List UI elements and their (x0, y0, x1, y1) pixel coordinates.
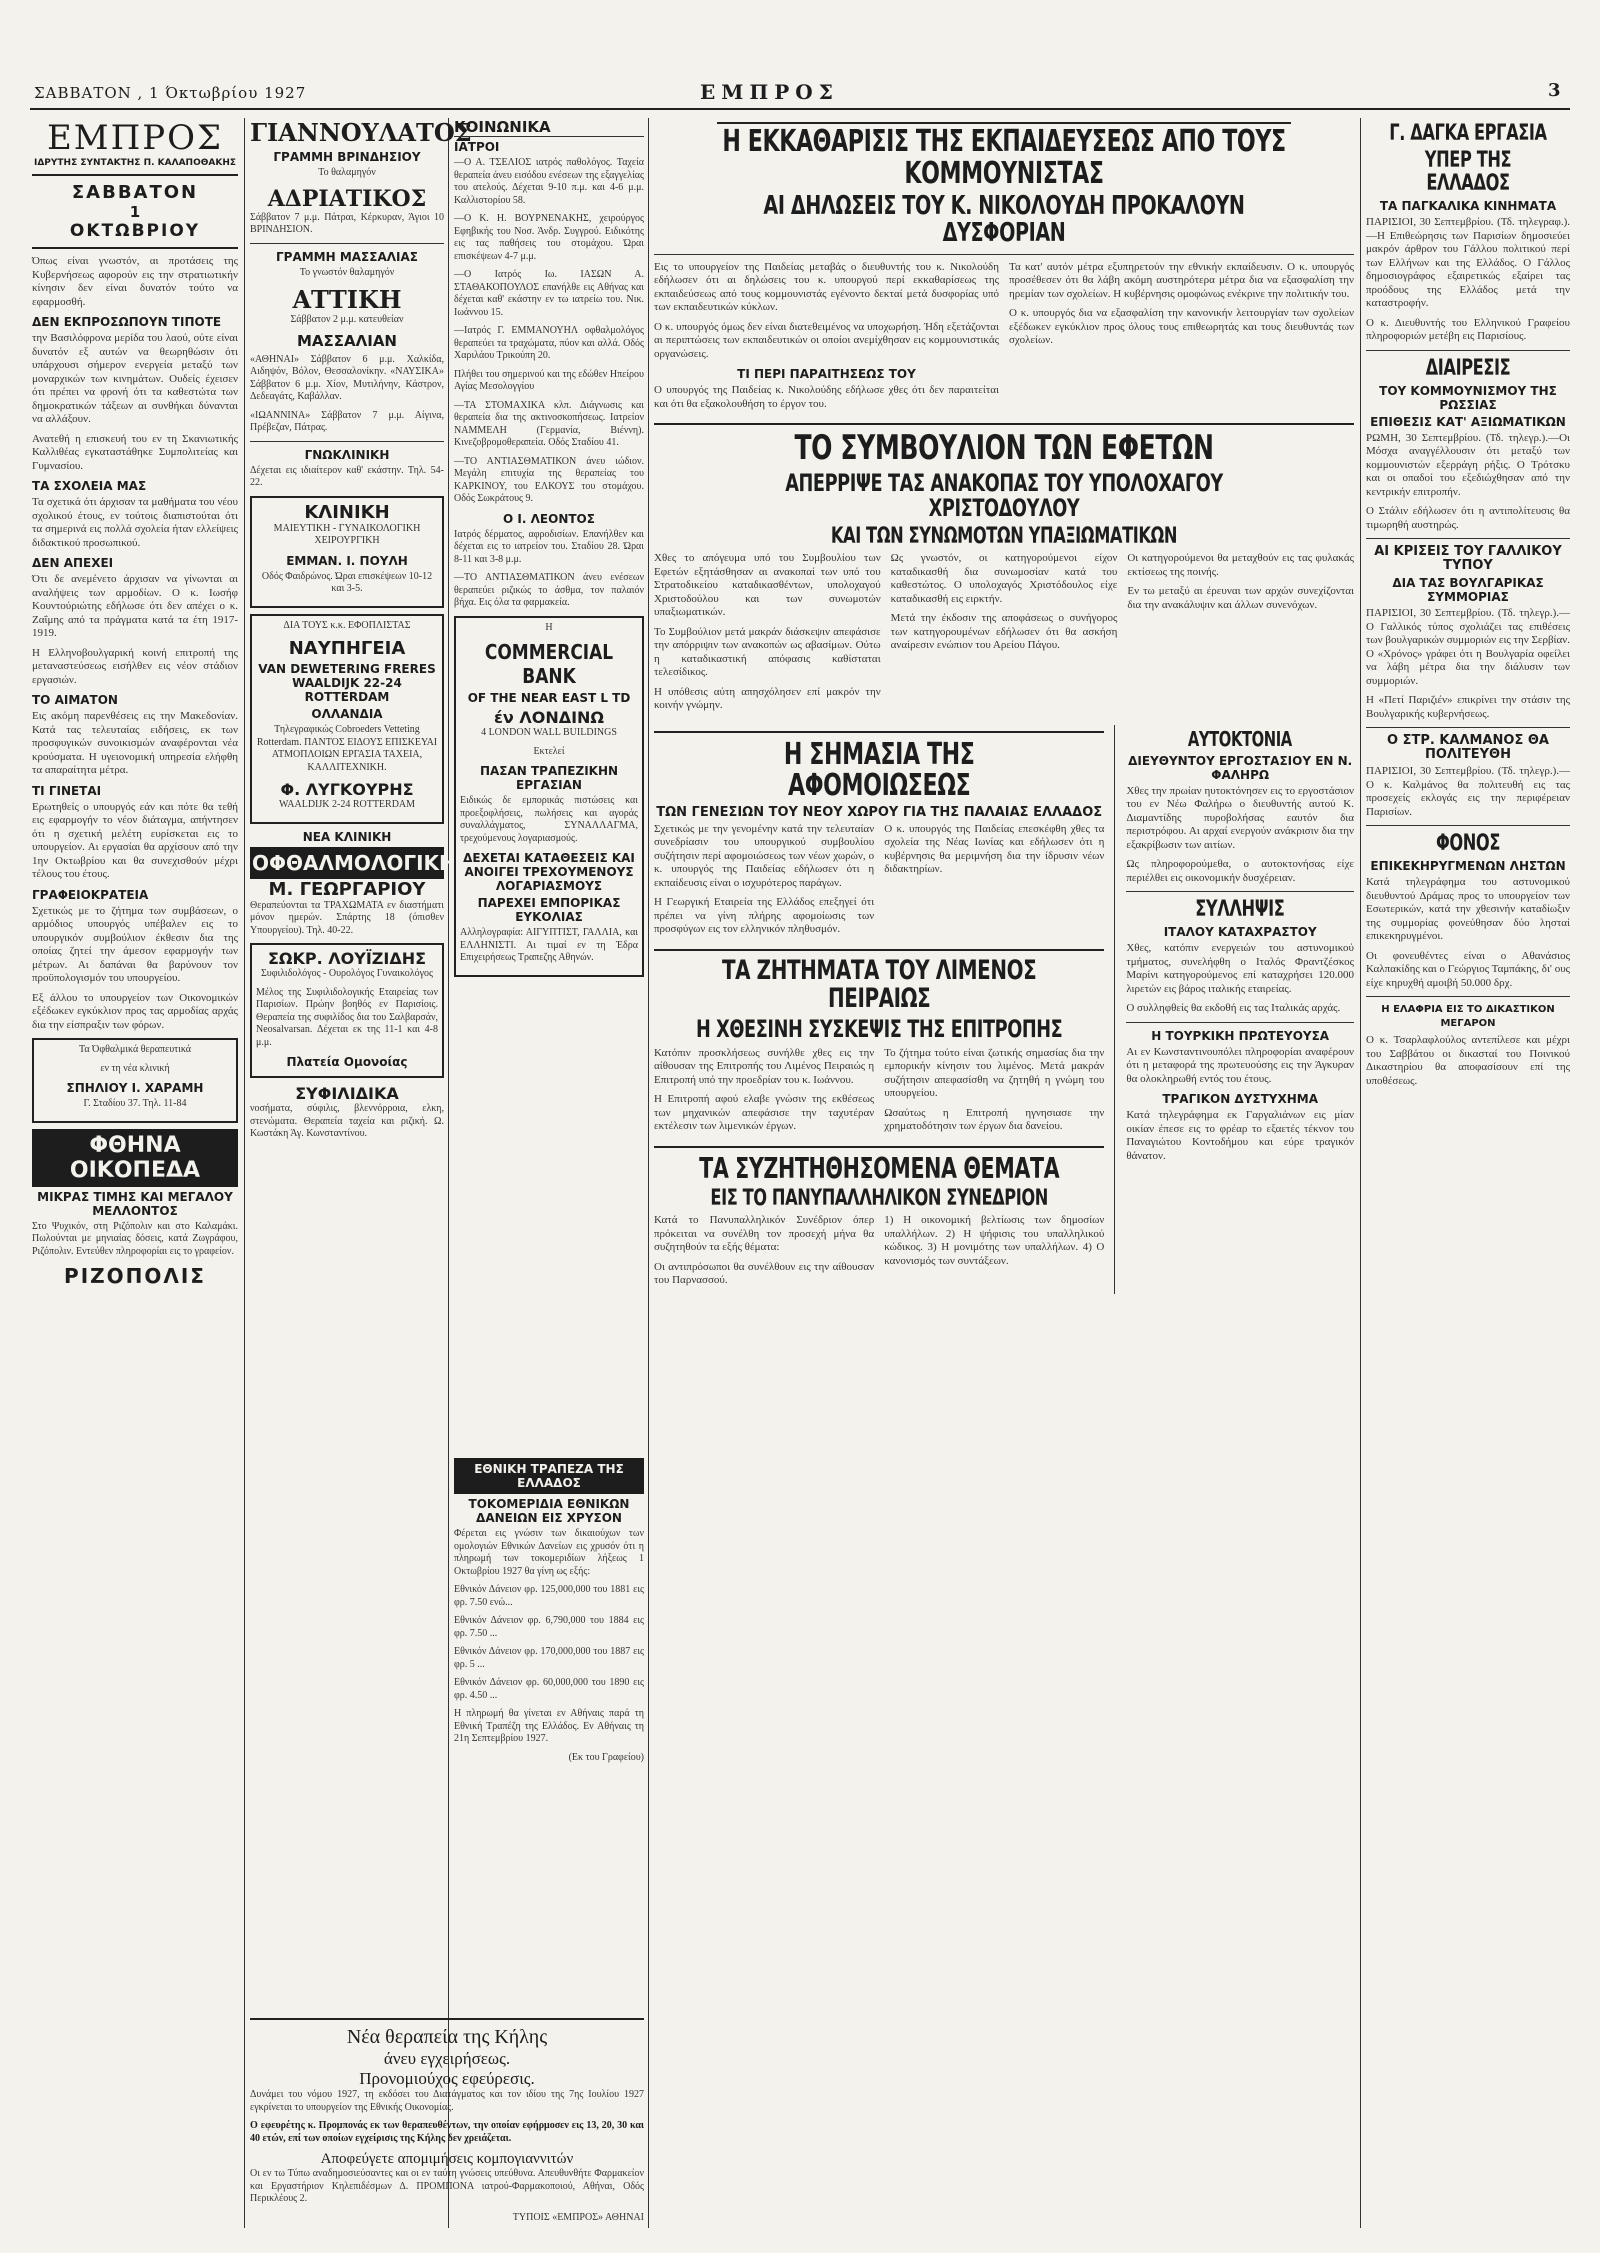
ad-title: ΣΩΚΡ. ΛΟΥΪΖΙΔΗΣ (267, 949, 427, 968)
article-paragraph: Οι φονευθέντες είναι ο Αθανάσιος Καλπακίδης και ο Γεώργιος Ταμπάκης, δι' ους είχε κηρυχθή αμοιβή 50.000 δρχ. (1366, 949, 1570, 989)
article-paragraph: Ο κ. Τσαρλαφλούλος αντεπίλεσε και μέχρι του Σαββάτου οι δικασταί του Ποινικού Δικαστηρίου θα αποφασίσουν επί της υποθέσεως. (1366, 1034, 1570, 1087)
column-rule (1114, 725, 1116, 1294)
article-paragraph: Εν τω μεταξύ αι έρευναι των αρχών συνεχίζονται δια την ανακάλυψιν και άλλων συνενόχων. (1127, 585, 1355, 611)
shipping-pre: Το θαλαμηγόν (318, 167, 376, 178)
right-headline-5-sub: ΕΠΙΚΕΚΗΡΥΓΜΕΝΩΝ ΛΗΣΤΩΝ (1370, 859, 1566, 874)
ad-name: VAN DEWETERING FRERES WAALDIJK 22-24 ROTTERDAM (258, 662, 436, 704)
brief-headline: ΑΥΤΟΚΤΟΝΙΑ (1188, 726, 1293, 751)
loan-row: Εθνικόν Δάνειον φρ. 125,000,000 του 1881 εις φρ. 7.50 ενώ... (454, 1584, 644, 1608)
divider (250, 441, 444, 442)
hernia-ad (250, 2018, 644, 2231)
article-paragraph: Το Συμβούλιον μετά μακράν διάσκεψιν απεφάσισε την απόρριψιν των ανακοπών ως αβασίμων. Ούτω η καταδικαστική απόφασις καθίσταται τελεσίδικος. (654, 625, 881, 679)
clinic-heading: ΓΝΩΚΛΙΝΙΚΗ (304, 447, 390, 462)
column-1 (32, 118, 238, 2228)
loan-row: Εθνικόν Δάνειον φρ. 170,000,000 του 1887 εις φρ. 5 ... (454, 1646, 644, 1670)
article-paragraph: Ότι δε ανεμένετο άρχισαν να γίνωνται αι αναλήψεις των αρμοδίων. Ο κ. Ιωσήφ Κουντούριώτης εδήλωσε ότι δεν απέχει ο κ. Ζαΐμης από τα πράγματα κατά τα έτη 1917-1919. (32, 573, 238, 639)
article-paragraph: Οι αντιπρόσωποι θα συνέλθουν εις την αίθουσαν του Παρνασσού. (654, 1260, 875, 1287)
article-paragraph: Ο Στάλιν εδήλωσεν ότι η αντιπολίτευσις θα τιμωρηθή αυστηρώς. (1366, 505, 1570, 531)
divider (1366, 350, 1570, 351)
article-paragraph: Μετά την έκδοσιν της αποφάσεως ο συνήγορος των κατηγορουμένων εδήλωσεν ότι θα ασκήση αναίρεσιν ενώπιον του Αρείου Πάγου. (890, 612, 1118, 652)
brief-paragraph: Ως πληροφορούμεθα, ο αυτοκτονήσας είχε περιέλθει εις οικονομικήν δυσχέρειαν. (1126, 858, 1354, 884)
article-paragraph: Ως γνωστόν, οι κατηγορούμενοι είχον καταδικασθή δια συνωμοσίαν κατά του καθεστώτος. Ο υπολοχαγός Χριστόδουλος είχε καταδικασθή εις ειρκτήν. (890, 552, 1118, 605)
national-bank-tail: Η πληρωμή θα γίνεται εν Αθήναις παρά τη Εθνική Τραπέζη της Ελλάδος. Εν Αθήναις τη 21η Σεπτεμβρίου 1927. (454, 1708, 644, 1744)
bank-address: 4 LONDON WALL BUILDINGS (481, 727, 617, 738)
ad-title: ΣΥΦΙΛΙΔΙΚΑ (295, 1084, 399, 1103)
article-paragraph: Όπως είναι γνωστόν, αι προτάσεις της Κυβερνήσεως αφορούν εις την στρατιωτικήν κίνησιν δεν είναι δυνατόν τούτο να εφαρμοσθή. (32, 255, 238, 308)
article-paragraph: Η Γεωργική Εταιρεία της Ελλάδος επεξηγεί ότι πρέπει να γίνη πλήρης αφομοίωσις των προσφύγων εις τον ελληνικόν πληθυσμόν. (654, 896, 875, 936)
headline-2-sub: ΑΠΕΡΡΙΨΕ ΤΑΣ ΑΝΑΚΟΠΑΣ ΤΟΥ ΥΠΟΛΟΧΑΓΟΥ ΧΡΙΣΤΟΔΟΥΛΟΥ (785, 468, 1223, 522)
headline-5-sub: ΕΙΣ ΤΟ ΠΑΝΥΠΑΛΛΗΛΙΚΟΝ ΣΥΝΕΔΡΙΟΝ (710, 1186, 1048, 1212)
article-paragraph: Ανατεθή η επισκευή του εν τη Σκανιωτικής Καλλιθέας εγκαταστάθηκε Συμπολιτείας και Γυμνασίου. (32, 432, 238, 472)
article-paragraph: Ο υπουργός της Παιδείας κ. Νικολούδης εδήλωσε χθες ότι δεν παραιτείται και ότι θα εξακολουθήση το έργον του. (654, 384, 999, 410)
ship-name: ΑΔΡΙΑΤΙΚΟΣ (267, 185, 427, 212)
shipping-ad-title: ΓΙΑΝΝΟΥΛΑΤΟΣ (250, 118, 472, 147)
ad-name: ΣΠΗΛΙΟΥ Ι. ΧΑΡΑΜΗ (66, 1081, 204, 1095)
shipping-body: Σάββατον 2 μ.μ. κατευθείαν (290, 314, 404, 325)
bank-body: Αλληλογραφία: ΑΙΓΥΠΤΙΣΤ, ΓΑΛΛΙΑ, και ΕΛΛΗΝΙΣΤΙ. Αι τιμαί εν τη Έδρα Επιχειρήσεως Τραπεζης Αθηνών. (460, 927, 638, 963)
divider (1366, 727, 1570, 728)
bank-line: Εκτελεί (533, 745, 565, 757)
ad-agent: Φ. ΛΥΓΚΟΥΡΗΣ (280, 780, 414, 799)
clinic-text: Δέχεται εις ιδιαίτερον καθ' εκάστην. Τηλ. 54-22. (250, 464, 444, 488)
shipping-body: «ΙΩΑΝΝΙΝΑ» Σάββατον 7 μ.μ. Αίγινα, Πρέβεζαν, Πάτρας. (250, 409, 444, 433)
article-2 (654, 552, 1354, 719)
article-paragraph: Εις ακόμη παρενθέσεις εις την Μακεδονίαν. Κατά τας τελευταίας ειδήσεις, εκ των προσφυγικών συνοικισμών αναφέρονται νέα κρούσματα. Η υγειονομική υπηρεσία ελήφθη τα απαραίτητα μέτρα. (32, 710, 238, 776)
article-paragraph: Η Ελληνοβουλγαρική κοινή επιτροπή της μεταναστεύσεως εισήλθεν εις νέον στάδιον εργασιών. (32, 646, 238, 686)
brief-paragraph: Κατά τηλεγράφημα εκ Γαργαλιάνων εις μίαν οικίαν έπεσε εις το φρέαρ το εξαετές τέκνον του Παναγιώτου Κοντοδήμου και εύρε τραγικόν θάνατον. (1126, 1109, 1354, 1162)
shipping-body: Σάββατον 7 μ.μ. Πάτραι, Κέρκυραν, Άγιοι 10 ΒΡΙΝΔΗΣΙΟΝ. (250, 211, 444, 235)
brief-headline: ΣΥΛΛΗΨΙΣ (1195, 897, 1285, 923)
right-headline-3-sub: ΔΙΑ ΤΑΣ ΒΟΥΛΓΑΡΙΚΑΣ ΣΥΜΜΟΡΙΑΣ (1392, 576, 1544, 605)
lower-main (654, 725, 1354, 1294)
right-headline-3: ΑΙ ΚΡΙΣΕΙΣ ΤΟΥ ΓΑΛΛΙΚΟΥ ΤΥΠΟΥ (1374, 544, 1562, 574)
hernia-ad-line1: Νέα θεραπεία της Κήλης (346, 2026, 548, 2048)
page-number: 3 (1548, 80, 1561, 101)
ship-name: ΑΤΤΙΚΗ (292, 285, 402, 314)
headline-4-sub: Η ΧΘΕΣΙΝΗ ΣΥΣΚΕΨΙΣ ΤΗΣ ΕΠΙΤΡΟΠΗΣ (696, 1015, 1063, 1044)
brief-headline: ΤΡΑΓΙΚΟΝ ΔΥΣΤΥΧΗΜΑ (1162, 1092, 1318, 1107)
column-rule (244, 118, 245, 2228)
doctor-ad (250, 943, 444, 1078)
column-3 (454, 118, 644, 1448)
printer-line: ΤΥΠΟΙΣ «ΕΜΠΡΟΣ» ΑΘΗΝΑΙ (512, 2211, 644, 2223)
date-header: ΣΑΒΒΑΤΟΝ , 1 Όκτωβρίου 1927 (34, 84, 307, 102)
notice: Πλήθει του σημερινού και της εδώθεν Ηπείρου Αγίας Μεσολογγίου (454, 368, 644, 392)
maternity-clinic-ad (250, 496, 444, 608)
ad-subtitle: Συφιλιδολόγος - Ουρολόγος Γυναικολόγος (260, 968, 434, 979)
article-paragraph: Ο κ. υπουργός όμως δεν είναι διατεθειμένος να υποχωρήση. Ήδη εξετάζονται αι περιπτώσεις των εκπαιδευτικών οι οποίοι ανεμίχθησαν εις κομμουνιστικάς οργανώσεις. (654, 320, 999, 360)
masthead-title: ΕΜΠΡΟΣ (46, 118, 224, 158)
loan-row: Εθνικόν Δάνειον φρ. 6,790,000 του 1884 εις φρ. 7.50 ... (454, 1615, 644, 1639)
right-headline-4: Ο ΣΤΡ. ΚΑΛΜΑΝΟΣ ΘΑ ΠΟΛΙΤΕΥΘΗ (1387, 733, 1549, 763)
notice: Ιατρός δέρματος, αφροδισίων. Επανήλθεν και δέχεται εις το ιατρείον του. Σταδίου 28. Ώραι 8-11 και 3-8 μ.μ. (454, 528, 644, 565)
headline-5: ΤΑ ΣΥΖΗΤΗΘΗΣΟΜΕΝΑ ΘΕΜΑΤΑ (699, 1151, 1060, 1185)
ad-body: νοσήματα, σύφιλις, βλεννόρροια, ελκη, στενώματα. Θεραπεία ταχεία και ριζική. Ω. Κωστάκη Άγ. Κωνσταντίνου. (250, 1103, 444, 1139)
land-ad-body: Στο Ψυχικόν, στη Ριζόπολιν και στο Καλαμάκι. Πωλούνται με μηνιαίας δόσεις, κατά Ζωγράφου, Ριζόπολιν. Εντεύθεν πληροφορίαι εις το γραφείον. (32, 1220, 238, 1257)
divider (654, 731, 1104, 733)
land-ad-brand: ΡΙΖΟΠΟΛΙΣ (64, 1264, 206, 1288)
national-bank-title: ΕΘΝΙΚΗ ΤΡΑΠΕΖΑ ΤΗΣ ΕΛΛΑΔΟΣ (454, 1458, 644, 1494)
column-rule (1360, 118, 1361, 2228)
masthead-subtitle: ΙΔΡΥΤΗΣ ΣΥΝΤΑΚΤΗΣ Π. ΚΑΛΑΠΟΘΑΚΗΣ (33, 158, 237, 168)
hernia-ad-contact: Οι εν τω Τύπω αναδημοσιεύσαντες και οι εν ταύτη γνώσεις υπεύθυνα. Απευθυνθήτε Φαρμακείον και Εργαστήριον Κηλεπιδέσμων Δ. ΠΡΟΜΠΟΝΑ ιατρού-Φαρμακοποιού, Αθήναι, Οδός Περικλέους 2. (250, 2168, 644, 2204)
article-heading: ΤΙ ΓΙΝΕΤΑΙ (32, 783, 102, 798)
divider (654, 423, 1354, 425)
bank-service: ΔΕΧΕΤΑΙ ΚΑΤΑΘΕΣΕΙΣ ΚΑΙ ΑΝΟΙΓΕΙ ΤΡΕΧΟΥΜΕΝΟΥΣ ΛΟΓΑΡΙΑΣΜΟΥΣ (463, 851, 635, 893)
shipping-pre: Το γνωστόν θαλαμηγόν (299, 266, 395, 278)
eye-clinic-name: Μ. ΓΕΩΡΓΑΡΙΟΥ (268, 878, 426, 900)
article-heading: ΓΡΑΦΕΙΟΚΡΑΤΕΙΑ (32, 887, 149, 902)
hernia-ad-highlight: Ο εφευρέτης κ. Προμπονάς εκ των θεραπευθέντων, την οποίαν εφήρμοσεν εις 13, 20, 30 και 40 ετών, επί των οποίων εγχείρισις της Κήλης δεν χρειάζεται. (250, 2120, 644, 2144)
headline-1-sub: ΑΙ ΔΗΛΩΣΕΙΣ ΤΟΥ Κ. ΝΙΚΟΛΟΥΔΗ ΠΡΟΚΑΛΟΥΝ ΔΥΣΦΟΡΙΑΝ (763, 191, 1245, 249)
article-heading: ΔΕΝ ΑΠΕΧΕΙ (32, 556, 114, 570)
shipyard-ad (250, 614, 444, 824)
brief-headline: Η ΤΟΥΡΚΙΚΗ ΠΡΩΤΕΥΟΥΣΑ (1151, 1028, 1330, 1043)
article-paragraph: Κατόπιν προσκλήσεως συνήλθε χθες εις την αίθουσαν της Επιτροπής του Λιμένος Πειραιώς η Επιτροπή υπό την προεδρίαν του κ. Ιωάννου. (654, 1046, 875, 1086)
bank-name: COMMERCIAL BANK (484, 640, 614, 688)
bank-name-2: OF THE NEAR EAST L TD (467, 691, 631, 705)
notice: —Ιατρός Γ. ΕΜΜΑΝΟΥΗΛ οφθαλμολόγος θεραπεύει τα τραχώματα, πύον και αλλά. Οδός Χαριλάου Τρικούπη 20. (454, 325, 644, 361)
article-paragraph: ΠΑΡΙΣΙΟΙ, 30 Σεπτεμβρίου. (Τδ. τηλεγρ.).—Ο κ. Καλμάνος θα πολιτευθή εις τας προσεχείς εκλογάς εις την περιφέρειαν Παρισίων. (1366, 765, 1570, 818)
article-paragraph: ΠΑΡΙΣΙΟΙ, 30 Σεπτεμβρίου. (Τδ. τηλεγρ.).—Ο Γαλλικός τύπος σχολιάζει τας επιθέσεις των βουλγαρικών συμμοριών εις την Σερβίαν. Ο «Χρόνος» γράφει ότι η Βουλγαρία οφείλει να λάβη μέτρα δια την διάλυσιν των συμμοριών. (1366, 607, 1570, 687)
ad-address: Πλατεία Ομονοίας (286, 1055, 408, 1069)
hernia-ad-warning: Αποφεύγετε απομιμήσεις κομπογιαννιτών (320, 2151, 574, 2167)
article-heading: ΔΕΝ ΕΚΠΡΟΣΩΠΟΥΝ ΤΙΠΟΤΕ (32, 315, 222, 329)
masthead-month: ΟΚΤΩΒΡΙΟΥ (69, 221, 201, 241)
article-paragraph: Ωσαύτως η Επιτροπή ηγνησιασε την χρηματοδότησιν των έργων δια δανείου. (884, 1106, 1105, 1133)
bank-service: ΠΑΡΕΧΕΙ ΕΜΠΟΡΙΚΑΣ ΕΥΚΟΛΙΑΣ (477, 896, 621, 924)
article-paragraph: Κατά τηλεγράφημα του αστυνομικού διευθυντού Δράμας προς το υπουργείον των Εσωτερικών, κατά την χθεσινήν καταδίωξιν της συμμορίας φονεύθησαν δύο λησταί επικεκηρυγμένοι. (1366, 876, 1570, 943)
column-rule (448, 118, 449, 2228)
clinic-ad (32, 1038, 238, 1123)
notice: —ΤΟ ΑΝΤΙΑΣΘΜΑΤΙΚΟΝ άνευ ενέσεων θεραπεύει ριζικώς το άσθμα, τον παλαιόν βήχα. Εις όλα τα φαρμακεία. (454, 572, 644, 608)
divider (1366, 996, 1570, 997)
masthead-date-number: 1 (129, 203, 141, 221)
national-bank-subtitle: ΤΟΚΟΜΕΡΙΔΙΑ ΕΘΝΙΚΩΝ ΔΑΝΕΙΩΝ ΕΙΣ ΧΡΥΣΟΝ (468, 1497, 630, 1525)
article-heading: ΤΑ ΣΧΟΛΕΙΑ ΜΑΣ (32, 479, 147, 493)
bank-service: ΠΑΣΑΝ ΤΡΑΠΕΖΙΚΗΝ ΕΡΓΑΣΙΑΝ (479, 764, 619, 792)
article-paragraph: Εξ άλλου το υπουργείον των Οικονομικών εξέδωκεν εγκύκλιον προς τας αρμοδίας αρχάς δια την είσπραξιν των φόρων. (32, 991, 238, 1031)
ad-body: Μέλος της Συφιλιδολογικής Εταιρείας των Παρισίων. Πρώην βοηθός εν Παρισίοις. Θεραπεία της συφιλίδος δια του Σαλβαρσάν, Neosalvarsan. Δέχεται εκ της 11-1 και 4-8 μ.μ. (256, 986, 438, 1048)
article-paragraph: Εις το υπουργείον της Παιδείας μεταβάς ο διευθυντής του κ. Νικολούδη εδήλωσεν ότι αι δηλώσεις του κ. υπουργού περί εκκαθαρίσεως της εκπαιδεύσεως από τους κομμουνιστάς εγένοντο δεκταί μετά δυσφορίας υπό των εκπαιδευτικών κύκλων. (654, 260, 999, 314)
national-bank-signature: (Εκ του Γραφείου) (568, 1751, 644, 1763)
article-paragraph: Τα κατ' αυτόν μέτρα εξυπηρετούν την εθνικήν εκπαίδευσιν. Ο κ. υπουργός προσέθεσεν ότι θα λάβη ακόμη αυστηρότερα μέτρα δια να εξασφαλίση την ηρεμίαν των σχολείων. Η κυβέρνησις ομοφώνως ενέκρινε την πολιτικήν του. (1009, 260, 1354, 300)
ad-address: Οδός Φαιδρώνος. Ώραι επισκέψεων 10-12 και 3-5. (261, 570, 433, 594)
notice: —Ο Ιατρός Ιω. ΙΑΣΩΝ Α. ΣΤΑΘΑΚΟΠΟΥΛΟΣ επανήλθε εις Αθήνας και δέχεται καθ' εκάστην εν τω ιατρείω του. Νικ. Ιωάννου 15. (454, 269, 644, 318)
divider (32, 247, 238, 249)
bank-ad-line: Η (545, 621, 553, 633)
article-paragraph: Το ζήτημα τούτο είναι ζωτικής σημασίας δια την εμπορικήν κίνησιν του λιμένος. Μετά μακράν συζήτησιν απεφασίσθη να ζητηθή η γνώμη του υπουργείου. (884, 1046, 1105, 1100)
headline-3: Η ΣΗΜΑΣΙΑ ΤΗΣ ΑΦΟΜΟΙΩΣΕΩΣ (783, 736, 975, 804)
right-headline-2-sub2: ΕΠΙΘΕΣΙΣ ΚΑΤ' ΑΞΙΩΜΑΤΙΚΩΝ (1370, 414, 1566, 429)
article-subheading: ΤΙ ΠΕΡΙ ΠΑΡΑΙΤΗΣΕΩΣ ΤΟΥ (737, 367, 916, 382)
ad-body: Τηλεγραφικώς Cobroeders Vetteting Rotterdam. ΠΑΝΤΟΣ ΕΙΔΟΥΣ ΕΠΙΣΚΕΥΑΙ ΑΤΜΟΠΛΟΙΩΝ ΕΡΓΑΣΙΑ ΤΑΧΕΙΑ, ΚΑΛΛΙΤΕΧΝΙΚΗ. (256, 724, 438, 773)
headline-2: ΤΟ ΣΥΜΒΟΥΛΙΟΝ ΤΩΝ ΕΦΕΤΩΝ (794, 428, 1214, 469)
divider (654, 254, 1354, 255)
main-columns (654, 118, 1354, 2228)
paper-name-header: ΕΜΠΡΟΣ (700, 80, 839, 104)
column-rule (648, 118, 649, 2228)
bank-city: έν ΛΟΝΔΙΝΩ (493, 708, 605, 727)
bank-ad (454, 616, 644, 977)
article-paragraph: 1) Η οικονομική βελτίωσις των δημοσίων υπαλλήλων. 2) Η ψήφισις του υπαλληλικού κώδικος. 3) Η μονιμότης των υπαλλήλων. 4) Ο κανονισμός των συντάξεων. (884, 1214, 1105, 1267)
brief-paragraph: Χθες, κατόπιν ενεργειών του αστυνομικού τμήματος, συνελήφθη ο Ιταλός Φραντζέσκος Μαρίνι κατηγορούμενος επί καταχρήσει 120.000 λιρετών εις βάρος ιταλικής εταιρείας. (1126, 942, 1354, 995)
divider (1366, 825, 1570, 826)
headline-1: Η ΕΚΚΑΘΑΡΙΣΙΣ ΤΗΣ ΕΚΠΑΙΔΕΥΣΕΩΣ ΑΠΟ ΤΟΥΣ ΚΟΜΜΟΥΝΙΣΤΑΣ (717, 122, 1291, 189)
notice-heading: Ο Ι. ΛΕΟΝΤΟΣ (503, 511, 595, 526)
article-paragraph: Οι κατηγορούμενοι θα μεταχθούν εις τας φυλακάς εκτίσεως της ποινής. (1127, 552, 1355, 578)
article-paragraph: Σχετικώς με το ζήτημα των συμβάσεων, ο αρμόδιος υπουργός υπέβαλεν εις το υπουργικόν συμβούλιον έκθεσιν δια της οποίας ζητεί την άμεσον εφαρμογήν των μέτρων. Αι δαπάναι θα βαρύνουν τον προϋπολογισμόν του υπουργείου. (32, 904, 238, 984)
right-headline-5: ΦΟΝΟΣ (1435, 831, 1501, 857)
eye-clinic-pre: ΝΕΑ ΚΛΙΝΙΚΗ (302, 829, 392, 844)
article-paragraph: Η «Πετί Παριζιέν» επικρίνει την στάσιν της Βουλγαρικής κυβερνήσεως. (1366, 694, 1570, 720)
notice: —ΤΑ ΣΤΟΜΑΧΙΚΑ κλπ. Διάγνωσις και θεραπεία δια της ακτινοσκοπήσεως. Ιατρείον ΝΑΜΜΕΛΗ (Γερμανία, Βιέννη). Κινεζοβρομοθεραπεία. Οδός Σταδίου 41. (454, 399, 644, 448)
divider (654, 949, 1104, 951)
national-bank-body: Φέρεται εις γνώσιν των δικαιούχων των ομολογιών Εθνικών Δανείων εις χρυσόν ότι η πληρωμή των τοκομεριδίων λήξεως 1 Οκτωβρίου 1927 θα γίνη ως εξής: (454, 1528, 644, 1577)
hernia-ad-body: Δυνάμει του νόμου 1927, τη εκδόσει του Διατάγματος και τον ιδίου της 7ης Ιουλίου 1927 εγκρίνεται το υπουργείον της Εθνικής Οικονομίας. (250, 2089, 644, 2113)
right-headline-6: Η ΕΛΑΦΡΙΑ ΕΙΣ ΤΟ ΔΙΚΑΣΤΙΚΟΝ ΜΕΓΑΡΟΝ (1381, 1004, 1555, 1030)
section-title: ΚΟΙΝΩΝΙΚΑ (454, 118, 644, 137)
notice: —ΤΟ ΑΝΤΙΑΣΘΜΑΤΙΚΟΝ άνευ ιώδιον. Μεγάλη επιτυχία της θεραπείας του ΚΑΡΚΙΝΟΥ, του ΕΛΚΟΥΣ του στομάχου. Οδός Σωκράτους 9. (454, 455, 644, 504)
headline-2-sub2: ΚΑΙ ΤΩΝ ΣΥΝΩΜΟΤΩΝ ΥΠΑΞΙΩΜΑΤΙΚΩΝ (830, 524, 1178, 550)
headline-3-sub: ΤΩΝ ΓΕΝΕΣΙΩΝ ΤΟΥ ΝΕΟΥ ΧΩΡΟΥ ΓΙΑ ΤΗΣ ΠΑΛΑΙΑΣ ΕΛΛΑΔΟΣ (656, 804, 1103, 820)
ad-line: Τα Όφθαλμικά θεραπευτικά (78, 1044, 192, 1055)
notice: —Ο Κ. Η. ΒΟΥΡΝΕΝΑΚΗΣ, χειρούργος Εφηβικής του Νοσ. Άνδρ. Συγγρού. Ειδικότης εις τας παθήσεις του στομάχου. Ώραι επισκέψεων 4-7 μ.μ. (454, 213, 644, 262)
notice: —Ο Α. ΤΣΕΛΙΟΣ ιατρός παθολόγος. Ταχεία θεραπεία άνευ εισόδου ενέσεων της εξαγγελίας του ατελούς. Δέχεται 9-10 π.μ. και 4-6 μ.μ. Καλλιστορίου 58. (454, 157, 644, 206)
brief-paragraph: Ο συλληφθείς θα εκδοθή εις τας Ιταλικάς αρχάς. (1126, 1002, 1341, 1015)
right-headline-1-sub: ΥΠΕΡ ΤΗΣ ΕΛΛΑΔΟΣ (1424, 148, 1512, 197)
right-headline-2: ΔΙΑΙΡΕΣΙΣ (1425, 355, 1511, 381)
ad-subtitle: ΜΑΙΕΥΤΙΚΗ - ΓΥΝΑΙΚΟΛΟΓΙΚΗ ΧΕΙΡΟΥΡΓΙΚΗ (273, 522, 421, 546)
article-paragraph: Η υπόθεσις αύτη απησχόλησεν επί μακρόν την κοινήν γνώμην. (654, 685, 881, 712)
headline-4: ΤΑ ΖΗΤΗΜΑΤΑ ΤΟΥ ΛΙΜΕΝΟΣ ΠΕΙΡΑΙΩΣ (721, 954, 1037, 1015)
ad-country: ΟΛΛΑΝΔΙΑ (311, 707, 383, 721)
ad-name: ΕΜΜΑΝ. Ι. ΠΟΥΛΗ (286, 553, 408, 568)
news-briefs (1126, 725, 1354, 1294)
land-ad-subtitle: ΜΙΚΡΑΣ ΤΙΜΗΣ ΚΑΙ ΜΕΓΑΛΟΥ ΜΕΛΛΟΝΤΟΣ (37, 1189, 233, 1218)
hernia-ad-line3: Προνομιούχος εφεύρεσις. (359, 2069, 535, 2088)
hernia-ad-line2: άνευ εγχειρήσεως. (383, 2049, 511, 2068)
national-bank-notice (454, 1458, 644, 2018)
right-column (1366, 118, 1570, 2228)
divider (32, 174, 238, 176)
loan-row: Εθνικόν Δάνειον φρ. 60,000,000 του 1890 εις φρ. 4.50 ... (454, 1677, 644, 1701)
land-ad-title: ΦΘΗΝΑ ΟΙΚΟΠΕΔΑ (32, 1129, 238, 1187)
ad-title: ΚΛΙΝΙΚΗ (304, 501, 390, 523)
article-paragraph: Κατά το Πανυπαλληλικόν Συνέδριον όπερ πρόκειται να συνέλθη τον προσεχή μήνα θα συζητηθούν τα εξής θέματα: (654, 1214, 875, 1254)
article-paragraph: Ο κ. Διευθυντής του Ελληνικού Γραφείου πληροφοριών μετέβη εις Παρισίους. (1366, 316, 1570, 343)
article-paragraph: Τα σχετικά ότι άρχισαν τα μαθήματα του νέου σχολικού έτους, εν τούτοις διαπιστούται ότι τα σημερινά εις πολλά σχολεία ήταν ελλείψεις διδακτικού προσωπικού. (32, 496, 238, 549)
article-paragraph: Ο κ. υπουργός δια να εξασφαλίση την κανονικήν λειτουργίαν των σχολείων εξέδωκεν εγκύκλιον προς όλους τους επιθεωρητάς και τους διευθυντάς των σχολείων. (1009, 307, 1354, 347)
section-subtitle: ΙΑΤΡΟΙ (454, 140, 500, 154)
article-paragraph: ΠΑΡΙΣΙΟΙ, 30 Σεπτεμβρίου. (Τδ. τηλεγραφ.).—Η Επιθεώρησις των Παρισίων δημοσιεύει μακρόν άρθρον του Γάλλου πολιτικού περί των Ελλήνων και της Ελλάδος. Ο Γάλλος δημοσιογράφος εξαιρετικώς εξαίρει τας προόδους της Ελλάδος μετά την καταστροφήν. (1366, 216, 1570, 310)
divider (654, 1146, 1104, 1148)
eye-clinic-title: ΟΦΘΑΛΜΟΛΟΓΙΚΗ (250, 847, 444, 879)
article-paragraph: Η Επιτροπή αφού ελαβε γνώσιν της εκθέσεως των μηχανικών απεφάσισε την ταχυτέραν εκτέλεσιν των λιμενικών έργων. (654, 1093, 875, 1133)
article-paragraph: την Βασιλόφρονα μερίδα του λαού, ούτε είναι δυνατόν εξ αυτών να θεωρηθώσιν ότι υπάρχουσι σήμερον ενεργεία μεταξύ των μοναρχικών των κινημάτων. Ουδείς έχεισεν ότι πρέπει να φρονή ότι τα καθεστώτα των δημοκρατικών τάξεων αι συνθήκαι δύνανται να αλλάξουν. (32, 332, 238, 425)
article-paragraph: ΡΩΜΗ, 30 Σεπτεμβρίου. (Τδ. τηλεγρ.).—Οι Μόσχα αναγγέλλουσιν ότι μεταξύ των κομμουνιστών εξερράγη ρήξις. Ο Τρότσκυ και οι οπαδοί του εξεδιώχθησαν από την κεντρικήν επιτροπήν. (1366, 431, 1570, 498)
header-rule (30, 108, 1570, 110)
article-1 (654, 261, 1354, 418)
ad-address: WAALDIJK 2-24 ROTTERDAM (278, 799, 416, 810)
shipping-body: «ΑΘΗΝΑΙ» Σάββατον 6 μ.μ. Χαλκίδα, Αιδηψόν, Βόλον, Θεσσαλονίκην. «ΝΑΥΣΙΚΑ» Σάββατον 6 μ.μ. Χίον, Μυτιλήνην, Κάστρον, Δεδεαγάτς, Καβάλλαν. (250, 353, 444, 402)
article-paragraph: Χθες το απόγευμα υπό του Συμβουλίου των Εφετών εξητάσθησαν αι ανακοπαί των υπό του Στρατοδικείου καταδικασθέντων, υπολοχαγού Χριστοδούλου και των συνωμοτών υπαξιωματικών. (654, 552, 881, 619)
brief-subheadline: ΙΤΑΛΟΥ ΚΑΤΑΧΡΑΣΤΟΥ (1163, 925, 1317, 940)
ad-line: εν τη νέα κλινική (100, 1062, 170, 1074)
shipping-line: ΓΡΑΜΜΗ ΒΡΙΝΔΗΣΙΟΥ (273, 150, 421, 164)
right-headline-1: Γ. ΔΑΓΚΑ ΕΡΓΑΣΙΑ (1389, 121, 1547, 146)
brief-paragraph: Αι εν Κωνσταντινουπόλει πληροφορίαι αναφέρουν ότι η μεταφορά της πρωτευούσης εις την Άγκυραν θα ολοκληρωθή εντός του έτους. (1126, 1045, 1354, 1085)
shipping-destination: ΜΑΣΣΑΛΙΑΝ (297, 331, 397, 350)
newspaper-page (30, 118, 1570, 2228)
divider (1366, 538, 1570, 539)
ad-title: ΝΑΥΠΗΓΕΙΑ (288, 638, 406, 659)
masthead-day: ΣΑΒΒΑΤΟΝ (71, 182, 199, 203)
article-heading: ΤΟ ΑΙΜΑΤΟΝ (32, 693, 118, 707)
article-paragraph: Σχετικώς με την γενομένην κατά την τελευταίαν συνεδρίασιν του υπουργικού συμβουλίου συζήτησιν περί αφομοιώσεως των νέων χωρών, ο κ. υπουργός της Παιδείας εδήλωσεν ότι η εκπαίδευσις είναι ο ισχυρότερος παράγων. (654, 822, 875, 889)
divider (1126, 891, 1354, 892)
article-paragraph: Ο κ. υπουργός της Παιδείας επεσκέφθη χθες τα σχολεία της Νέας Ιωνίας και εδήλωσεν ότι η κυβέρνησις θα μεριμνήση δια την ίδρυσιν νέων διδακτηρίων. (884, 822, 1105, 876)
ad-address: Γ. Σταδίου 37. Τηλ. 11-84 (83, 1098, 187, 1109)
right-headline-2-sub: ΤΟΥ ΚΟΜΜΟΥΝΙΣΜΟΥ ΤΗΣ ΡΩΣΣΙΑΣ (1379, 383, 1557, 412)
eye-clinic-body: Θεραπεύονται τα ΤΡΑΧΩΜΑΤΑ εν διαστήματι μόνον ημερών. Σπάρτης 18 (όπισθεν Υπουργείου). Τηλ. 40-22. (250, 899, 444, 936)
article-paragraph: Ερωτηθείς ο υπουργός εάν και πότε θα τεθή εις εφαρμογήν το νέον διάταγμα, απήντησεν ότι η σχετική μελέτη ευρίσκεται εις το υπουργείον. Αι εργασίαι θα αρχίσουν από την 1ην Οκτωβρίου και θα συνεχισθούν μέχρι τέλους του έτους. (32, 800, 238, 880)
ad-line: ΔΙΑ ΤΟΥΣ κ.κ. ΕΦΟΠΛΙΣΤΑΣ (283, 619, 411, 631)
bank-body: Ειδικώς δε εμπορικάς πιστώσεις και προεξοφλήσεις, πωλήσεις και αγοράς συναλλάγματος, ΣΥΝΑΛΛΑΓΜΑ, τρεχούμενους λογαριασμούς. (460, 795, 638, 844)
divider (250, 243, 444, 244)
brief-subheadline: ΔΙΕΥΘΥΝΤΟΥ ΕΡΓΟΣΤΑΣΙΟΥ ΕΝ Ν. ΦΑΛΗΡΩ (1128, 753, 1353, 782)
brief-paragraph: Χθες την πρωίαν ηυτοκτόνησεν εις το εργοστάσιον του εν Νέω Φαλήρω ο διευθυντής αυτού Κ. Διαμαντίδης πυροβολήσας εαυτόν δια περιστρόφου. Αι αρχαί ενεργούν ανάκρισιν δια την εξακρίβωσιν των αιτίων. (1126, 784, 1354, 851)
shipping-line: ΓΡΑΜΜΗ ΜΑΣΣΑΛΙΑΣ (276, 249, 418, 264)
divider (1126, 1022, 1354, 1023)
right-headline-1-sub2: ΤΑ ΠΑΓΚΑΛΙΚΑ ΚΙΝΗΜΑΤΑ (1379, 199, 1557, 214)
